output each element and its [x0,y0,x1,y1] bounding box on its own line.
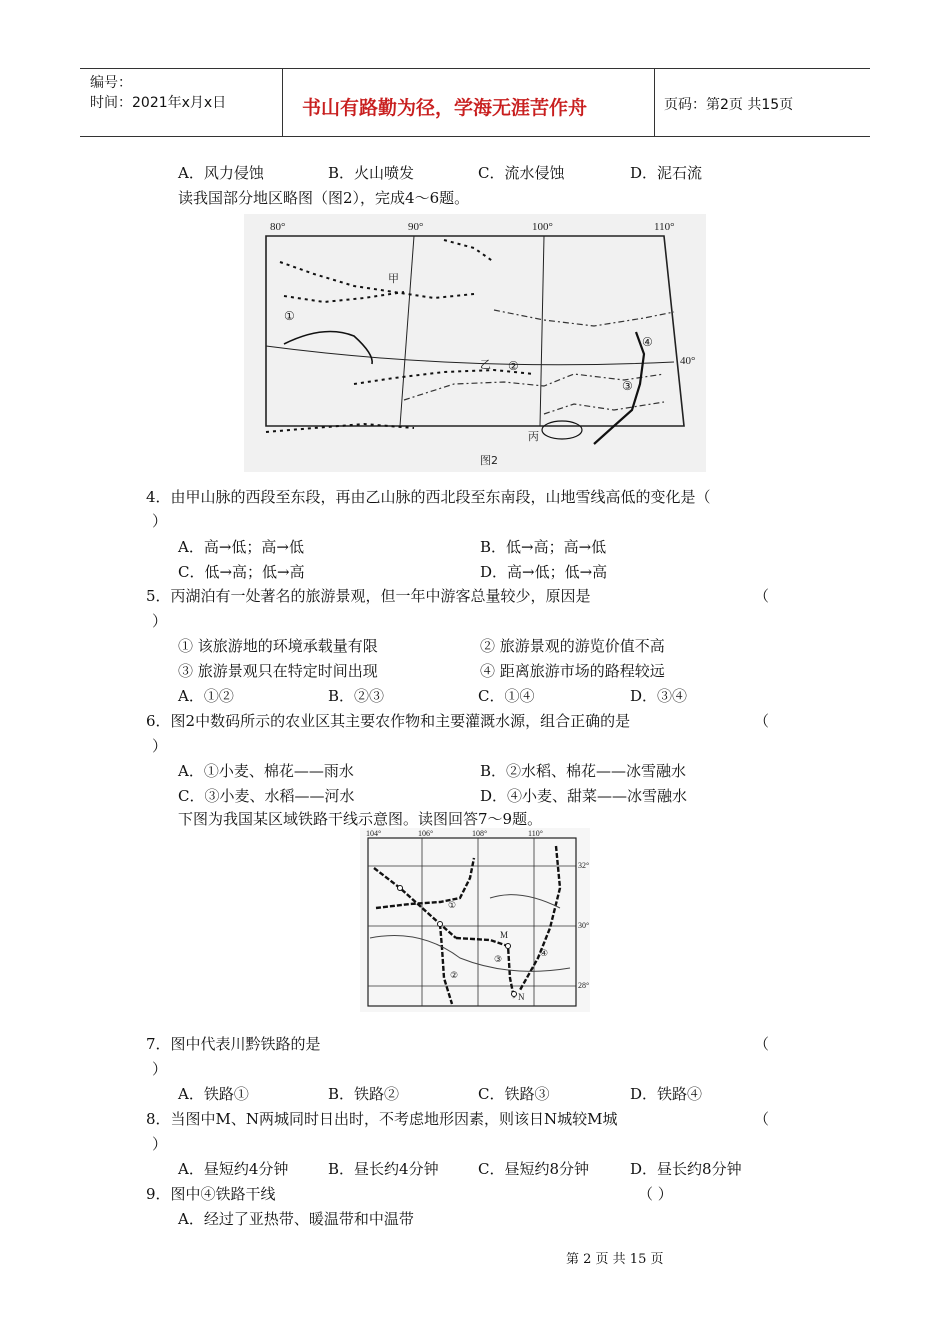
time-label: 时间：2021年x月x日 [90,95,227,111]
q5-stem: 5．丙湖泊有一处著名的旅游景观，但一年中游客总量较少，原因是 [146,587,591,605]
parallel-40 [266,346,674,365]
lon-label-100: 100° [532,221,553,233]
q6-option-b: B．②水稻、棉花——冰雪融水 [480,762,687,780]
q5-statement-4: ④ 距离旅游市场的路程较远 [480,662,665,680]
lon-label-110: 110° [528,829,543,838]
railway-label-2: ② [450,971,459,981]
mountain-north [444,240,494,262]
q7-option-d: D．铁路④ [630,1085,703,1103]
q7-paren-close: ） [152,1060,168,1078]
label-jia: 甲 [388,272,399,285]
page-footer: 第 2 页 共 15 页 [566,1252,664,1267]
lat-label-40: 40° [680,355,696,367]
intro-7-9: 下图为我国某区域铁路干线示意图。读图回答7～9题。 [178,810,543,828]
q6-option-c: C．③小麦、水稻——河水 [178,787,355,805]
city-label-m: M [500,930,509,940]
q6-paren-open: （ [754,712,770,730]
q5-option-c: C．①④ [478,687,535,705]
railway-label-4: ④ [540,949,549,959]
city-dot-1 [398,886,403,891]
city-dot-n [512,992,517,997]
q8-option-d: D．昼长约8分钟 [630,1160,742,1178]
q3-option-d: D．泥石流 [630,164,703,182]
q5-statement-1: ① 该旅游地的环境承载量有限 [178,637,378,655]
meridian-90 [400,236,414,426]
river-2 [490,895,560,908]
q4-option-a: A．高→低；高→低 [178,538,304,556]
border-line-1 [494,310,674,326]
header-divider-left [282,68,283,136]
river-yellow [594,332,644,444]
figure-2-svg [244,214,706,472]
q6-option-a: A．①小麦、棉花——雨水 [178,762,354,780]
figure-2-map [244,214,706,472]
q5-option-d: D．③④ [630,687,688,705]
header-page-info: 页码：第2页 共15页 [664,97,794,113]
lat-label-28: 28° [578,981,590,990]
q5-statement-2: ② 旅游景观的游览价值不高 [480,637,665,655]
city-label-n: N [518,992,525,1002]
q7-stem: 7．图中代表川黔铁路的是 [146,1035,321,1053]
header-motto: 书山有路勤为径，学海无涯苦作舟 [302,97,588,119]
lon-label-108: 108° [472,829,488,838]
q7-paren-open: （ [754,1035,770,1053]
lat-label-32: 32° [578,861,590,870]
mountain-jia-2 [284,292,404,302]
header-bottom-rule [80,136,870,137]
q8-option-c: C．昼短约8分钟 [478,1160,590,1178]
q8-stem: 8．当图中M、N两城同时日出时，不考虑地形因素，则该日N城较M城 [146,1110,618,1128]
lon-label-106: 106° [418,829,434,838]
railway-line-4 [520,846,560,990]
q6-stem: 6．图2中数码所示的农业区其主要农作物和主要灌溉水源，组合正确的是 [146,712,631,730]
q5-option-b: B．②③ [328,687,385,705]
label-bing: 丙 [528,430,539,443]
railway-label-1: ① [448,901,457,911]
railway-map-svg [360,828,590,1012]
lon-label-80: 80° [270,221,286,233]
city-dot-m [506,944,511,949]
q7-option-b: B．铁路② [328,1085,400,1103]
header-divider-right [654,68,655,136]
q8-paren-open: （ [754,1110,770,1128]
q5-paren-open: （ [754,587,770,605]
label-circle-4: ④ [642,335,653,349]
lat-label-30: 30° [578,921,590,930]
river-west [284,332,372,365]
q4-stem: 4．由甲山脉的西段至东段，再由乙山脉的西北段至东南段，山地雪线高低的变化是（ [146,488,711,506]
label-circle-3: ③ [622,379,633,393]
meridian-100 [540,236,544,426]
railway-map [360,828,590,1012]
lon-label-110: 110° [654,221,675,233]
q6-paren-close: ） [152,737,168,755]
railway-line-2 [440,924,452,1004]
lon-label-104: 104° [366,829,382,838]
number-label: 编号： [90,75,132,91]
q9-option-a: A．经过了亚热带、暖温带和中温带 [178,1210,414,1228]
q4-option-c: C．低→高；低→高 [178,563,305,581]
q8-option-a: A．昼短约4分钟 [178,1160,289,1178]
q3-option-b: B．火山喷发 [328,164,415,182]
figure-caption: 图2 [480,454,498,467]
q7-option-a: A．铁路① [178,1085,249,1103]
q5-paren-close: ） [152,612,168,630]
city-dot-2 [438,922,443,927]
q3-option-a: A．风力侵蚀 [178,164,264,182]
q3-option-c: C．流水侵蚀 [478,164,565,182]
q9-paren: （ ） [638,1185,673,1203]
q4-option-d: D．高→低；低→高 [480,563,608,581]
q9-stem: 9．图中④铁路干线 [146,1185,276,1203]
mountain-yi [354,370,534,384]
railway-line-b [376,858,474,908]
railway-label-3: ③ [494,955,503,965]
label-circle-1: ① [284,309,295,323]
intro-4-6: 读我国部分地区略图（图2），完成4～6题。 [178,189,470,207]
q4-paren-close: ） [152,512,168,530]
q6-option-d: D．④小麦、甜菜——冰雪融水 [480,787,688,805]
label-circle-2: ② [508,359,519,373]
q5-statement-3: ③ 旅游景观只在特定时间出现 [178,662,378,680]
mountain-jia [280,262,474,298]
q8-paren-close: ） [152,1135,168,1153]
header-top-rule [80,68,870,69]
q4-option-b: B．低→高；高→低 [480,538,607,556]
border-line-3 [544,402,664,414]
label-yi: 乙 [480,358,491,371]
q8-option-b: B．昼长约4分钟 [328,1160,439,1178]
lon-label-90: 90° [408,221,424,233]
q7-option-c: C．铁路③ [478,1085,550,1103]
q5-option-a: A．①② [178,687,234,705]
lake-bing [542,421,582,439]
